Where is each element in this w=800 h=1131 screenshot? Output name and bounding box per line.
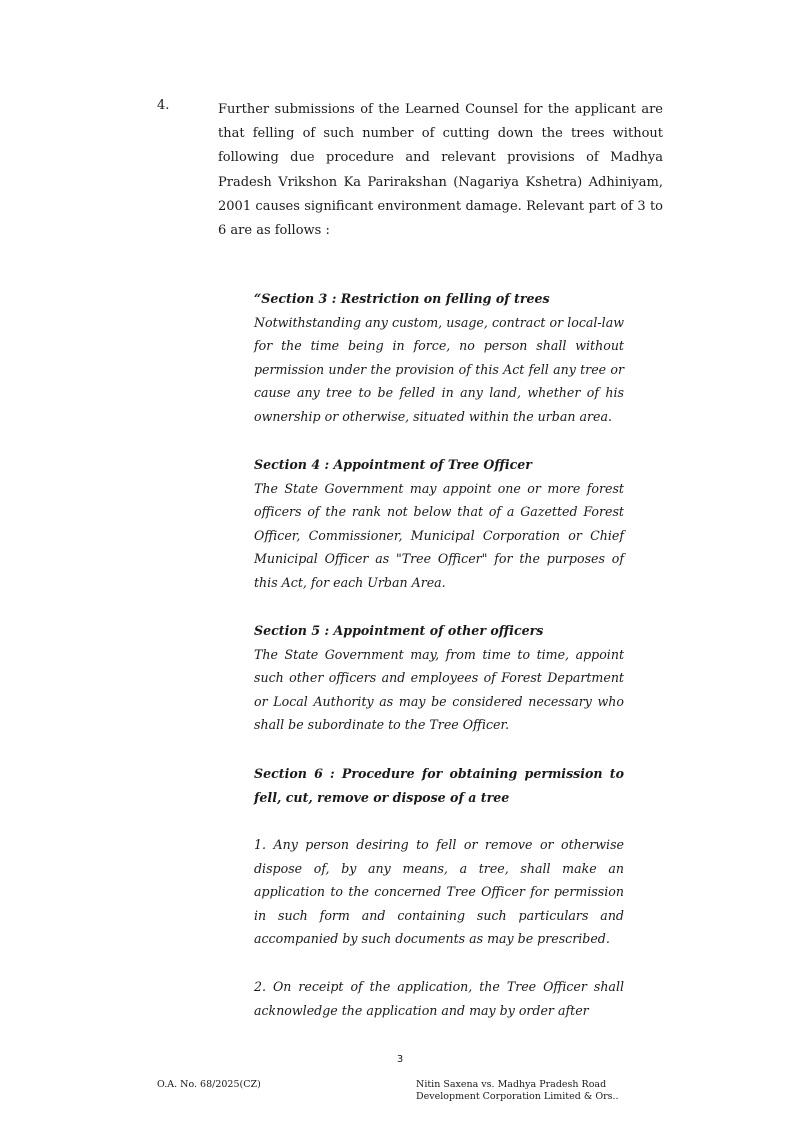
case-title [416,1079,619,1103]
section-5-heading: Section 5 : Appointment of other officers [254,623,544,638]
section-3-heading: “Section 3 : Restriction on felling of trees [254,291,550,306]
section-4 [254,453,624,595]
paragraph-text: Further submissions of the Learned Counsel for the applicant are that felling of such number of cutting down the trees without following due procedure and relevant provisions of Madhya Pradesh Vrikshon Ka Parirakshan (Nagariya Kshetra) Adhiniyam, 2001 causes significant environment damage. Relevant part of 3 to 6 are as follows : [218,102,663,239]
section-5-body: The State Government may, from time to time, appoint such other officers and employees of Forest Department or Local Authority as may be considered necessary who shall be subordinate to the Tree Officer. [254,646,624,733]
case-title-line-2: Development Corporation Limited & Ors.. [416,1091,619,1102]
section-5 [254,619,624,737]
case-number: O.A. No. 68/2025(CZ) [157,1079,261,1090]
section-6-clause-1: 1. Any person desiring to fell or remove or otherwise dispose of, by any means, a tree, shall make an application to the concerned Tree Officer for permission in such form and containing such particulars and accompanied by such documents as may be prescribed. [254,837,624,947]
section-3-body: Notwithstanding any custom, usage, contract or local-law for the time being in force, no person shall without permission under the provision of this Act fell any tree or cause any tree to be felled in any land, whether of his ownership or otherwise, situated within the urban area. [254,314,624,424]
section-4-body: The State Government may appoint one or more forest officers of the rank not below that of a Gazetted Forest Officer, Commissioner, Municipal Corporation or Chief Municipal Officer as "Tree Officer" for the purposes of this Act, for each Urban Area. [254,480,624,590]
paragraph-number: 4. [157,98,170,113]
section-6-clause-2: 2. On receipt of the application, the Tree Officer shall acknowledge the application and may by order after [254,979,624,1018]
section-6-heading: Section 6 : Procedure for obtaining permission to fell, cut, remove or dispose of a tree [254,766,624,805]
section-6 [254,762,624,809]
section-4-heading: Section 4 : Appointment of Tree Officer [254,457,532,472]
page-number: 3 [396,1054,404,1065]
case-title-line-1: Nitin Saxena vs. Madhya Pradesh Road [416,1079,607,1090]
section-3 [254,287,624,429]
